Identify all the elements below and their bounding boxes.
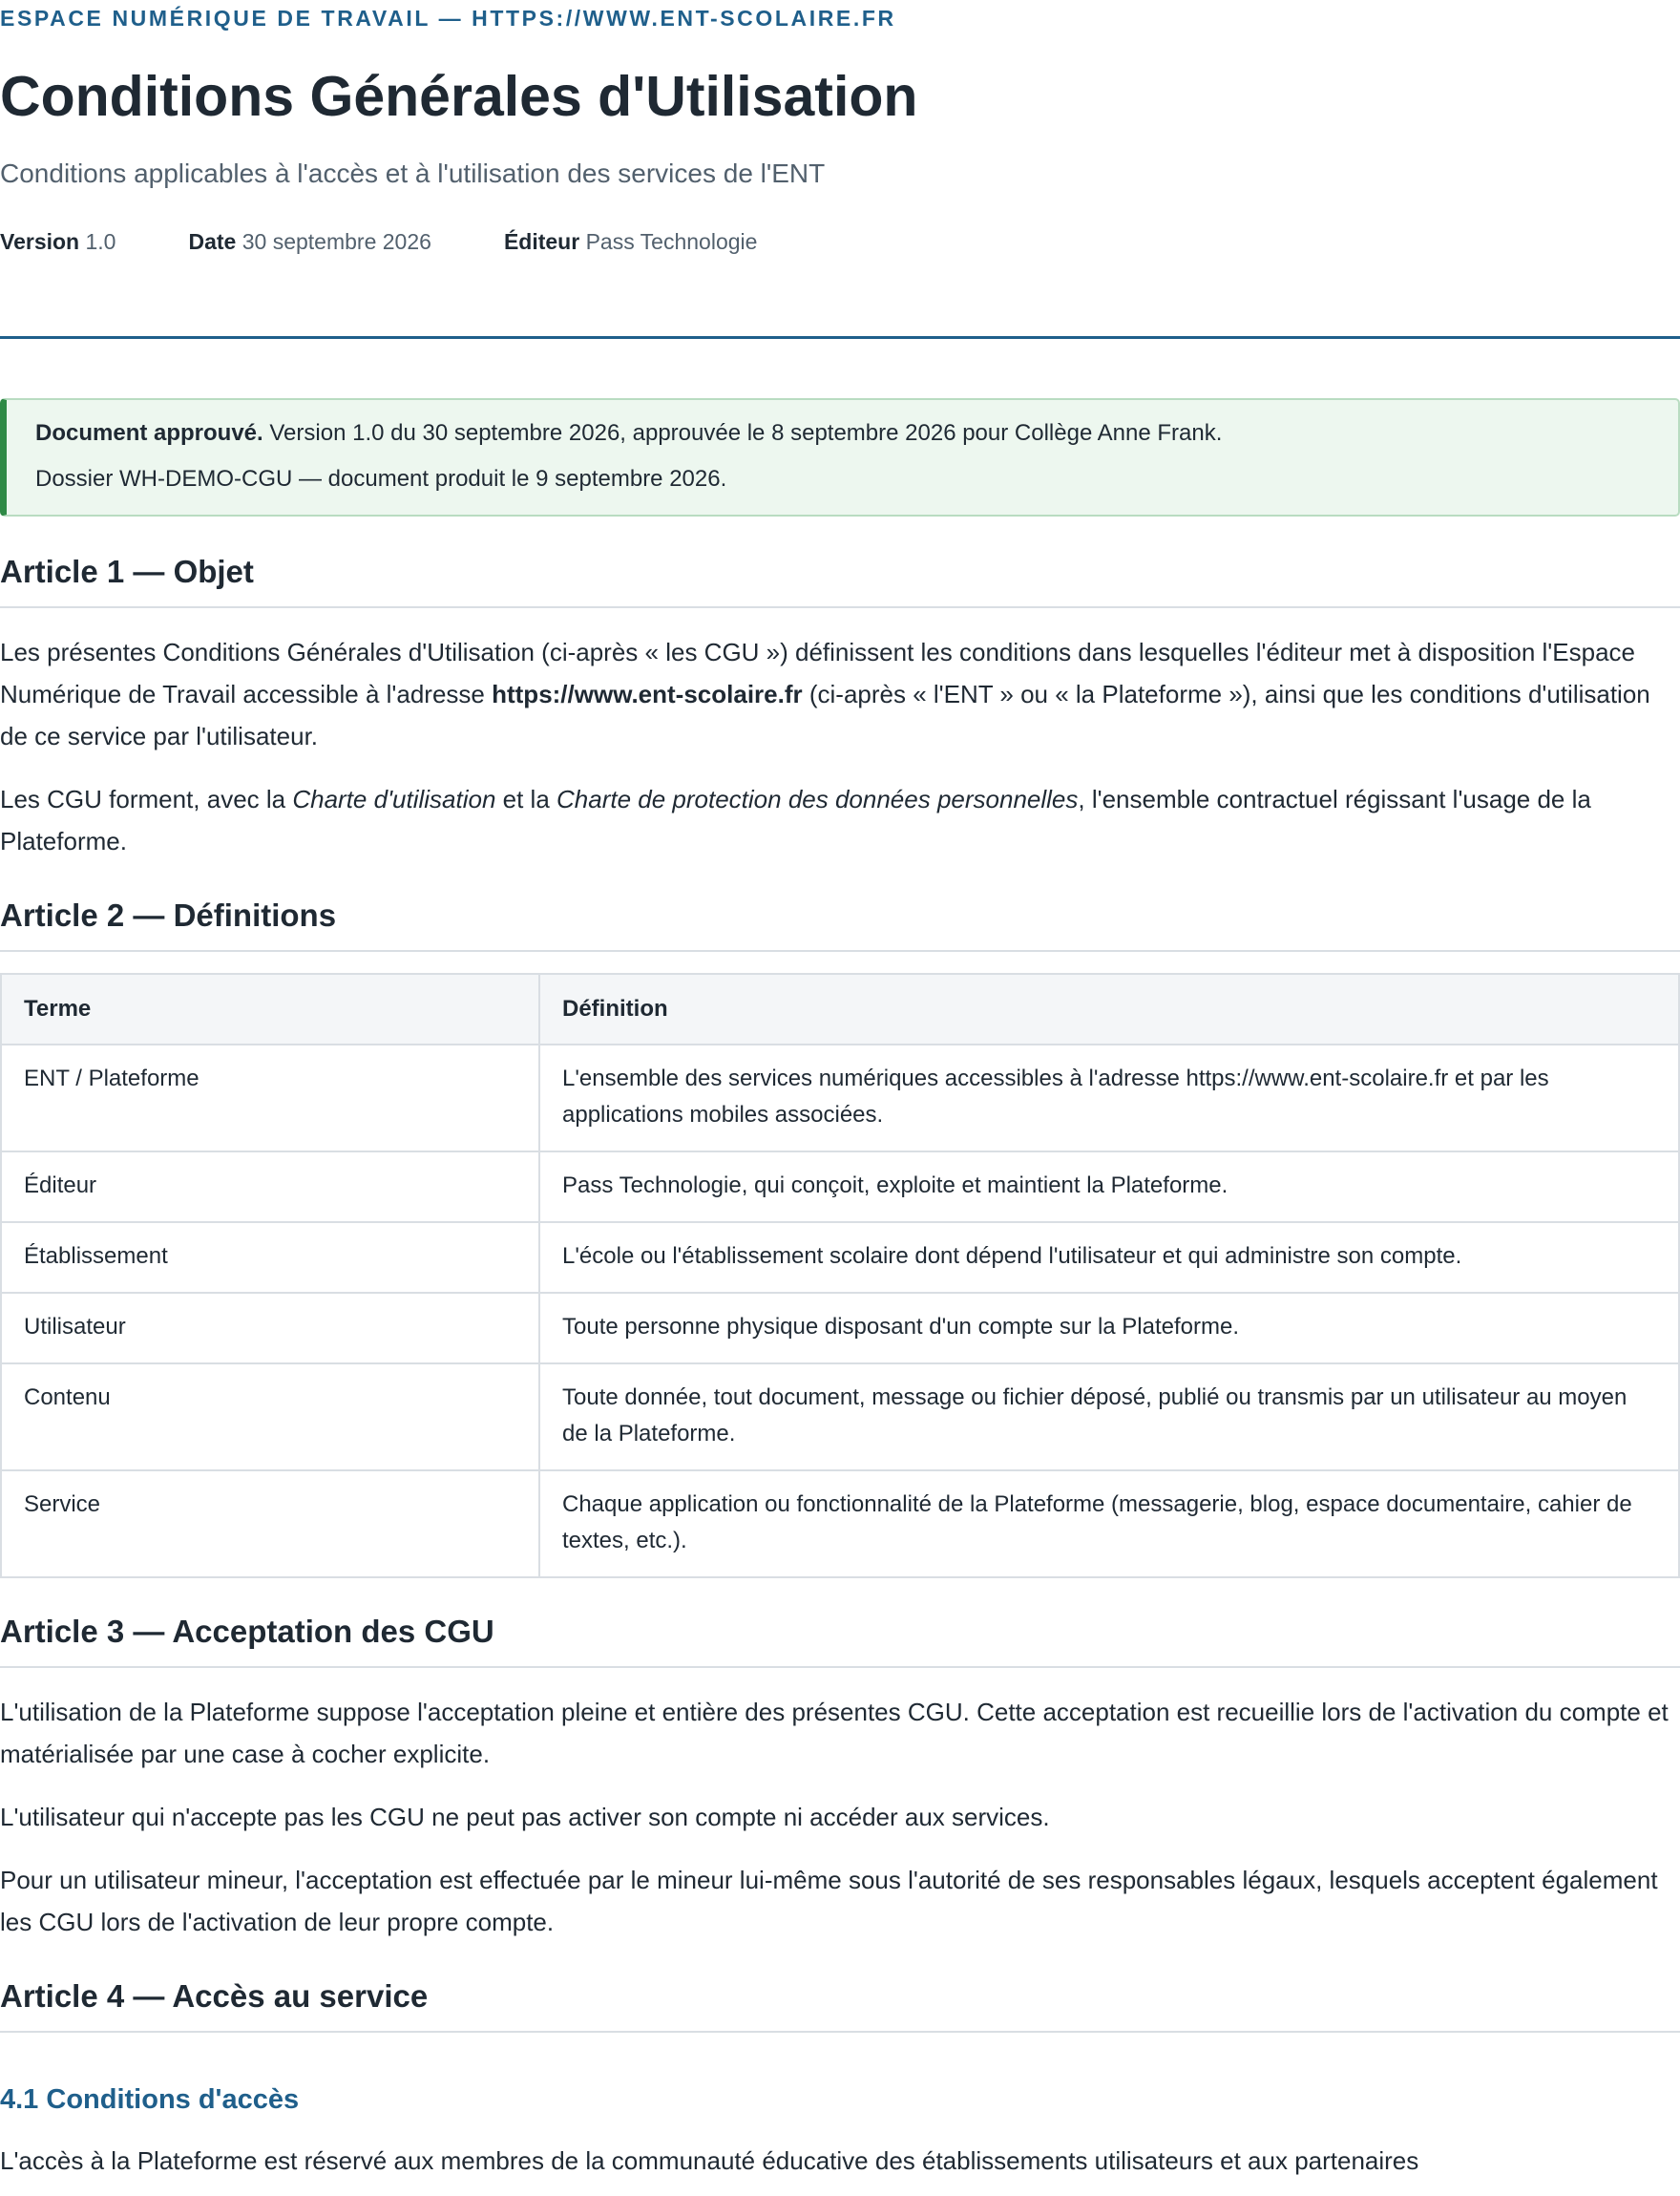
approval-notice [0,398,1680,517]
article-4-1-title: 4.1 Conditions d'accès [0,2084,300,2115]
definition-cell: L'ensemble des services numériques accessibles à l'adresse https://www.ent-scolaire.fr et par les applications mobiles associées. [539,1045,1679,1151]
table-row [1,1151,1679,1222]
article-3 [0,1613,1680,1943]
definition-cell: Pass Technologie, qui conçoit, exploite et maintient la Plateforme. [539,1151,1679,1222]
term-cell: Contenu [1,1363,539,1470]
article-3-title: Article 3 — Acceptation des CGU [0,1613,1680,1668]
notice-line-2: Dossier WH-DEMO-CGU — document produit le 9 septembre 2026. [35,466,727,492]
term-cell: Service [1,1470,539,1577]
column-header-term: Terme [1,974,539,1045]
article-3-paragraph-2: L'utilisateur qui n'accepte pas les CGU ne peut pas activer son compte ni accéder aux services. [0,1803,1050,1831]
article-2 [0,897,1680,1578]
table-row [1,1470,1679,1577]
table-row [1,1293,1679,1363]
term-cell: Établissement [1,1222,539,1293]
page-subtitle: Conditions applicables à l'accès et à l'utilisation des services de l'ENT [0,158,826,188]
site-eyebrow: ESPACE NUMÉRIQUE DE TRAVAIL — HTTPS://WWW.ENT-SCOLAIRE.FR [0,6,896,31]
term-cell: Utilisateur [1,1293,539,1363]
article-1-paragraph-1: Les présentes Conditions Générales d'Utilisation (ci-après « les CGU ») définissent les conditions dans lesquelles l'éditeur met à disposition l'Espace Numérique de Travail accessible à l'adresse https://www.ent-scolaire.fr (ci-après « l'ENT » ou « la Plateforme »), ainsi que les conditions d'utilisation de ce service par l'utilisateur. [0,638,1650,750]
table-row [1,1363,1679,1470]
article-4 [0,1977,1680,2182]
document-meta [0,227,1680,256]
meta-editor: Éditeur Pass Technologie [503,229,758,254]
article-2-title: Article 2 — Définitions [0,897,1680,952]
document-header [0,0,1680,339]
article-4-1-paragraph-1: L'accès à la Plateforme est réservé aux membres de la communauté éducative des établissements utilisateurs et aux partenaires [0,2146,1419,2175]
article-4-title: Article 4 — Accès au service [0,1977,1680,2033]
table-header-row [1,974,1679,1045]
article-1-title: Article 1 — Objet [0,553,1680,608]
definition-cell: Chaque application ou fonctionnalité de la Plateforme (messagerie, blog, espace documentaire, cahier de textes, etc.). [539,1470,1679,1577]
article-3-paragraph-3: Pour un utilisateur mineur, l'acceptation est effectuée par le mineur lui-même sous l'autorité de ses responsables légaux, lesquels acceptent également les CGU lors de l'activation de leur propre compte. [0,1866,1658,1936]
page-title: Conditions Générales d'Utilisation [0,65,918,128]
column-header-definition: Définition [539,974,1679,1045]
article-3-paragraph-1: L'utilisation de la Plateforme suppose l'acceptation pleine et entière des présentes CGU. Cette acceptation est recueillie lors de l'activation du compte et matérialisée par une case à cocher explicite. [0,1698,1669,1768]
meta-version: Version 1.0 [0,229,116,254]
definition-cell: Toute donnée, tout document, message ou fichier déposé, publié ou transmis par un utilisateur au moyen de la Plateforme. [539,1363,1679,1470]
term-cell: Éditeur [1,1151,539,1222]
notice-status: Document approuvé. [35,420,263,446]
definitions-table [0,973,1680,1578]
term-cell: ENT / Plateforme [1,1045,539,1151]
usage-charter-ref: Charte d'utilisation [292,785,496,813]
definition-cell: Toute personne physique disposant d'un compte sur la Plateforme. [539,1293,1679,1363]
notice-line-1: Document approuvé. Version 1.0 du 30 septembre 2026, approuvée le 8 septembre 2026 pour Collège Anne Frank. [35,420,1223,446]
header-divider [0,336,1680,339]
privacy-charter-ref: Charte de protection des données personnelles [556,785,1079,813]
platform-url: https://www.ent-scolaire.fr [492,680,803,708]
article-1 [0,553,1680,862]
definition-cell: L'école ou l'établissement scolaire dont dépend l'utilisateur et qui administre son compte. [539,1222,1679,1293]
table-row [1,1045,1679,1151]
meta-date: Date 30 septembre 2026 [188,229,431,254]
article-1-paragraph-2: Les CGU forment, avec la Charte d'utilisation et la Charte de protection des données personnelles, l'ensemble contractuel régissant l'usage de la Plateforme. [0,785,1591,855]
table-row [1,1222,1679,1293]
